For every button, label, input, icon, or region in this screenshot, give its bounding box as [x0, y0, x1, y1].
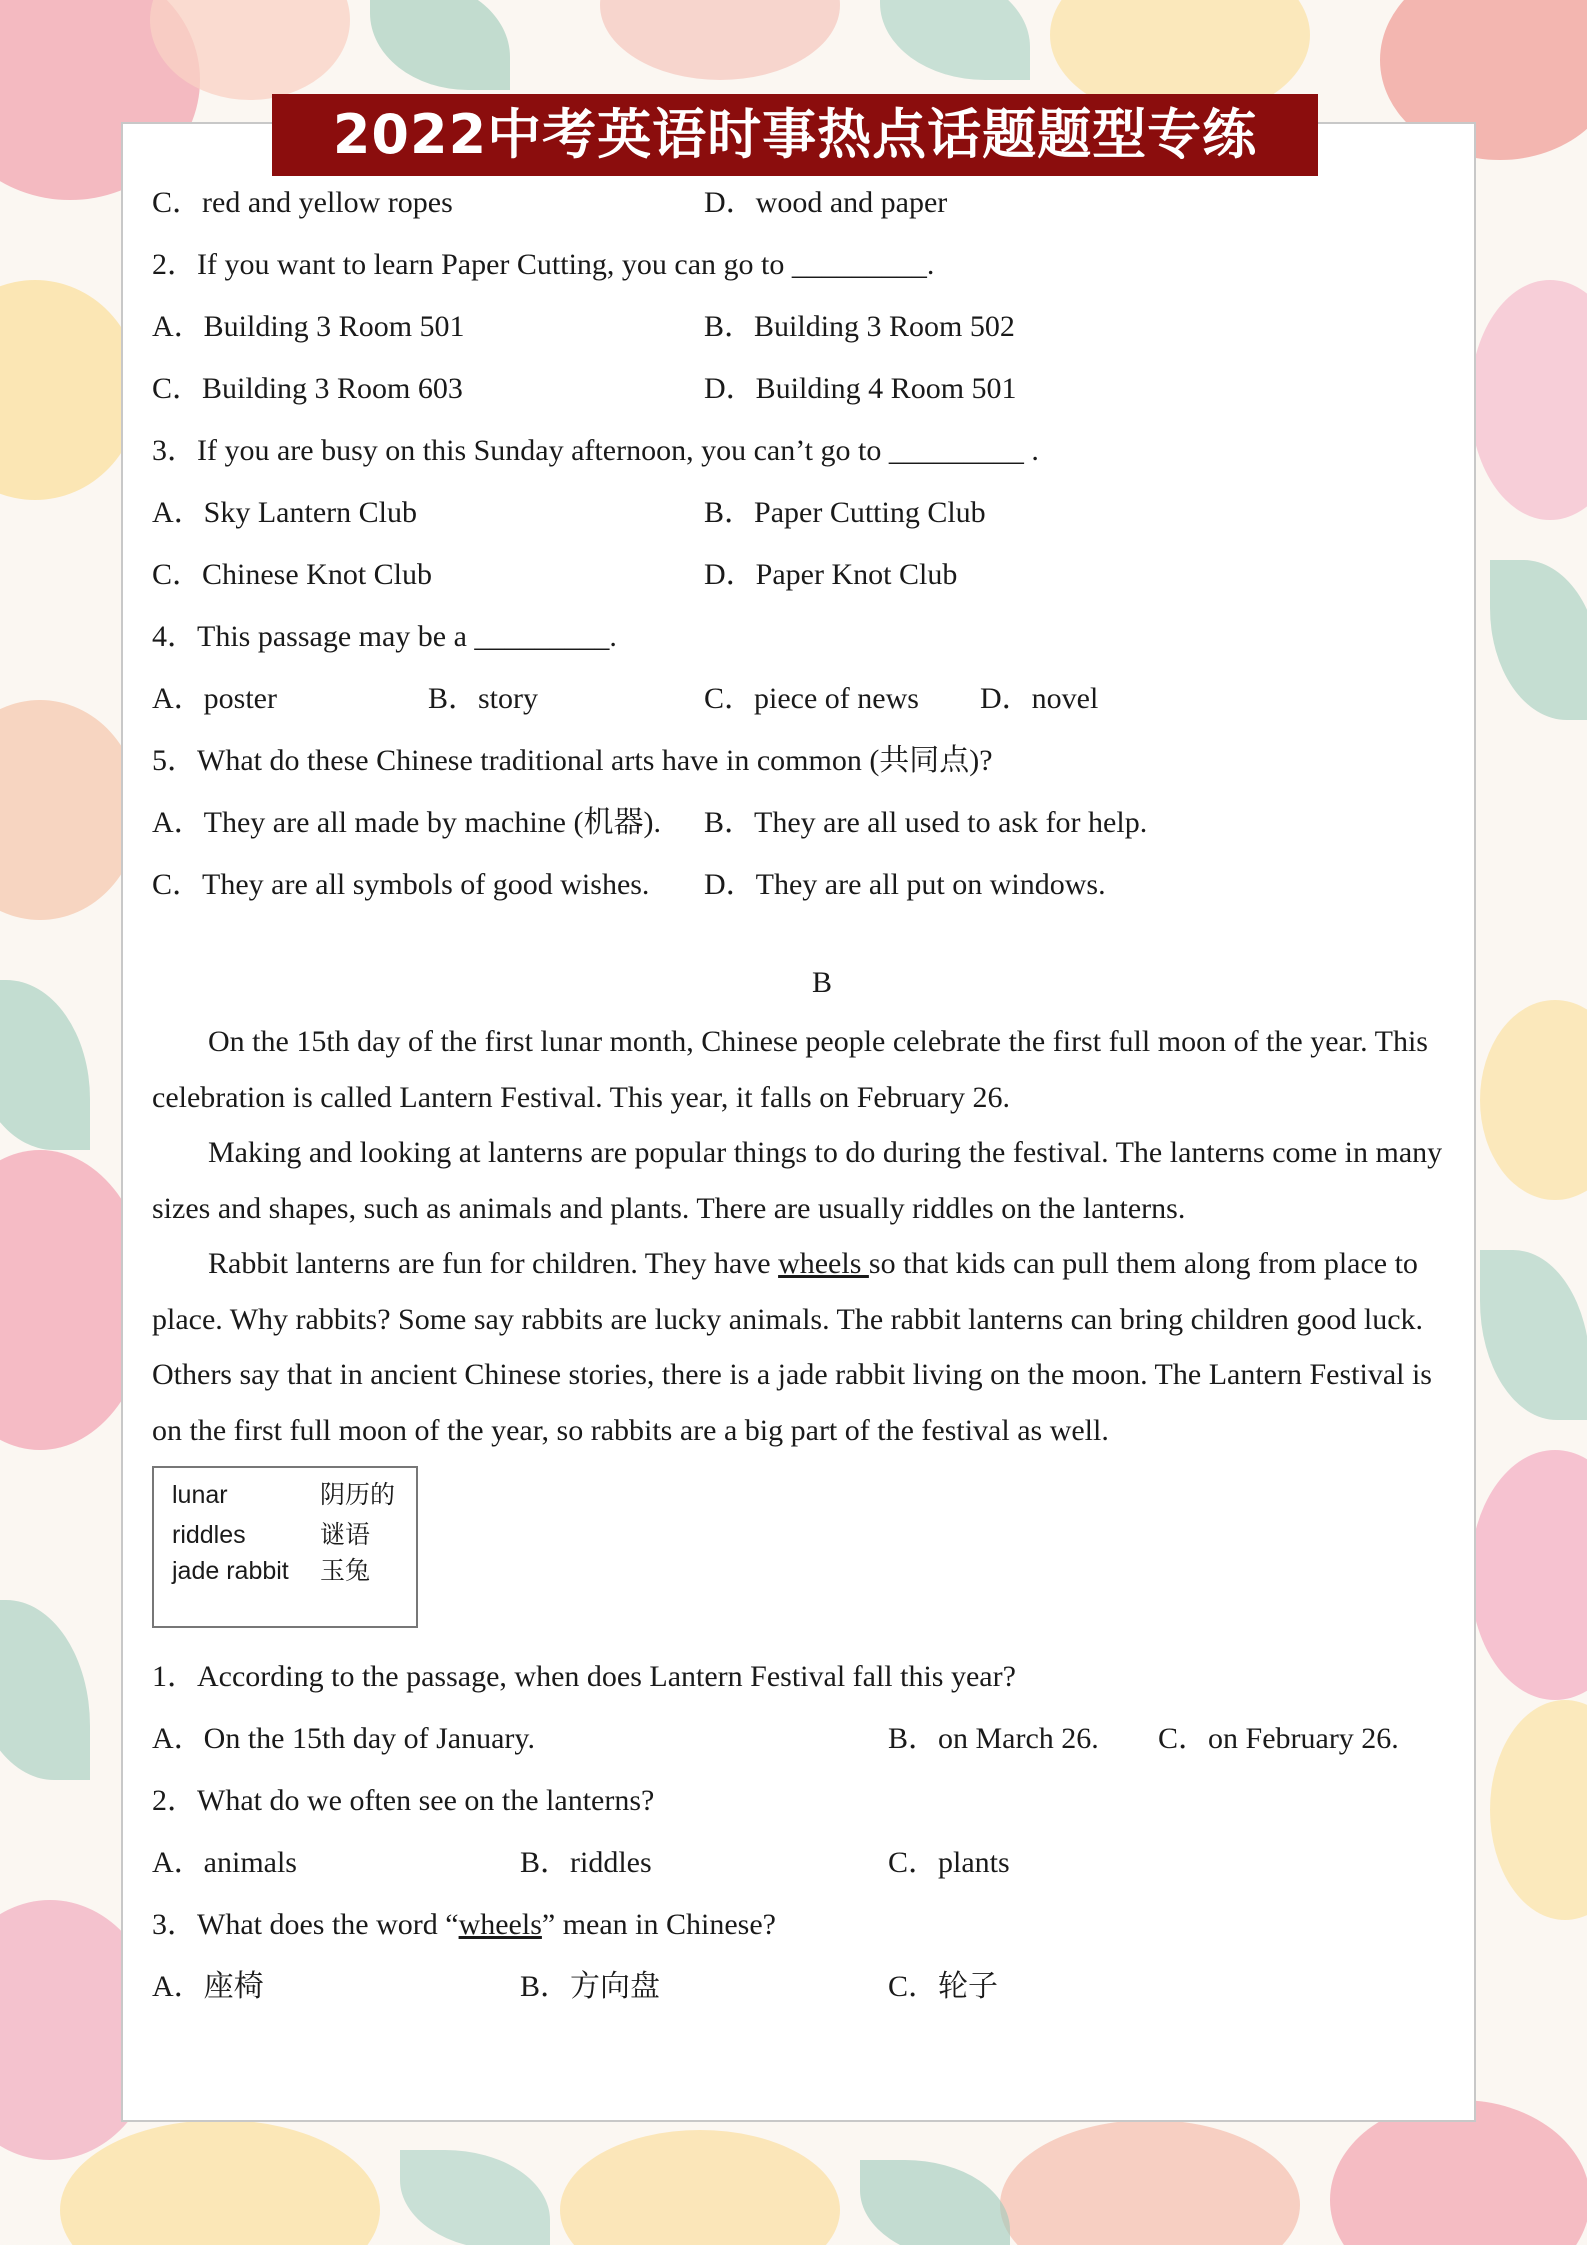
question-2-options-cd: [152, 358, 1452, 420]
option-b: B．on March 26.: [888, 1722, 1099, 1755]
question-1-options-cd: [152, 172, 1452, 234]
question-3-text-start: 3．What does the word “: [152, 1908, 459, 1941]
option-a: A．座椅: [152, 1970, 264, 2003]
question-3: 3．If you are busy on this Sunday afternoon, you can’t go to _________ .: [152, 434, 1039, 467]
option-c: C．plants: [888, 1846, 1010, 1879]
question-4: 4．This passage may be a _________.: [152, 620, 617, 653]
section-b-heading: B: [811, 966, 832, 999]
option-a: A．They are all made by machine (机器).: [152, 806, 661, 839]
question-3-options-cd: [152, 544, 1452, 606]
option-b: B．Building 3 Room 502: [704, 310, 1015, 343]
vocabulary-box: [152, 1466, 418, 1628]
vocab-english: riddles: [172, 1521, 246, 1549]
option-d: D．Paper Knot Club: [704, 558, 958, 591]
paragraph-3-text-end: so that kids can pull them along from place to place. Why rabbits? Some say rabbits are lucky animals. The rabbit lanterns can bring children good luck. Others say that in ancient Chinese stories, there is a jade rabbit living on the moon. The Lantern Festival is on the first full moon of the year, so rabbits are a big part of the festival as well.: [152, 1247, 1432, 1447]
option-c: C．piece of news: [704, 682, 919, 715]
section-b-question-1: 1．According to the passage, when does Lantern Festival fall this year?: [152, 1660, 1016, 1693]
passage-paragraph-1: On the 15th day of the first lunar month, Chinese people celebrate the first full moon of the year. This celebration is called Lantern Festival. This year, it falls on February 26.: [152, 1025, 1428, 1114]
option-a: A．animals: [152, 1846, 297, 1879]
vocab-row: [172, 1516, 412, 1554]
option-d: D．wood and paper: [704, 186, 948, 219]
passage-paragraph-3: [152, 1236, 1452, 1458]
section-b-question-2-options: [152, 1832, 1452, 1894]
option-c: C．They are all symbols of good wishes.: [152, 868, 650, 901]
question-5: 5．What do these Chinese traditional arts have in common (共同点)?: [152, 744, 993, 777]
section-b-question-2: 2．What do we often see on the lanterns?: [152, 1784, 655, 1817]
option-b: B．方向盘: [520, 1970, 661, 2003]
underlined-word-wheels: wheels: [778, 1247, 869, 1280]
question-5-options-ab: [152, 792, 1452, 854]
option-d: D．novel: [980, 682, 1099, 715]
option-a: A．Sky Lantern Club: [152, 496, 417, 529]
section-b-question-1-options: [152, 1708, 1452, 1770]
option-b: B．Paper Cutting Club: [704, 496, 986, 529]
underlined-word-wheels: wheels: [458, 1908, 542, 1941]
option-b: B．riddles: [520, 1846, 652, 1879]
question-3-options-ab: [152, 482, 1452, 544]
question-2: 2．If you want to learn Paper Cutting, you can go to _________.: [152, 248, 935, 281]
question-2-options-ab: [152, 296, 1452, 358]
section-b-question-3-options: [152, 1956, 1452, 2018]
vocab-row: [172, 1552, 412, 1590]
vocab-chinese: 阴历的: [320, 1480, 396, 1509]
question-3-text-end: ” mean in Chinese?: [541, 1908, 776, 1941]
option-a: A．On the 15th day of January.: [152, 1722, 535, 1755]
vocab-chinese: 谜语: [320, 1520, 371, 1549]
option-b: B．They are all used to ask for help.: [704, 806, 1148, 839]
worksheet-content: [152, 172, 1452, 2018]
vocab-english: jade rabbit: [172, 1557, 289, 1585]
vocab-english: lunar: [172, 1481, 228, 1509]
question-4-options: [152, 668, 1452, 730]
option-d: D．Building 4 Room 501: [704, 372, 1017, 405]
option-c: C．轮子: [888, 1970, 999, 2003]
option-c: C．Building 3 Room 603: [152, 372, 463, 405]
option-c: C．on February 26.: [1158, 1722, 1399, 1755]
paragraph-3-text-start: Rabbit lanterns are fun for children. They have: [208, 1247, 779, 1280]
vocab-chinese: 玉兔: [320, 1556, 371, 1585]
section-b-question-3: [152, 1894, 1452, 1956]
page-title: 2022中考英语时事热点话题题型专练: [272, 94, 1318, 176]
option-c: C．red and yellow ropes: [152, 186, 453, 219]
vocab-row: [172, 1476, 412, 1514]
option-a: A．poster: [152, 682, 277, 715]
option-d: D．They are all put on windows.: [704, 868, 1106, 901]
option-a: A．Building 3 Room 501: [152, 310, 465, 343]
option-b: B．story: [428, 682, 539, 715]
passage-paragraph-2: Making and looking at lanterns are popular things to do during the festival. The lanterns come in many sizes and shapes, such as animals and plants. There are usually riddles on the lanterns.: [152, 1136, 1443, 1225]
question-5-options-cd: [152, 854, 1452, 916]
option-c: C．Chinese Knot Club: [152, 558, 433, 591]
